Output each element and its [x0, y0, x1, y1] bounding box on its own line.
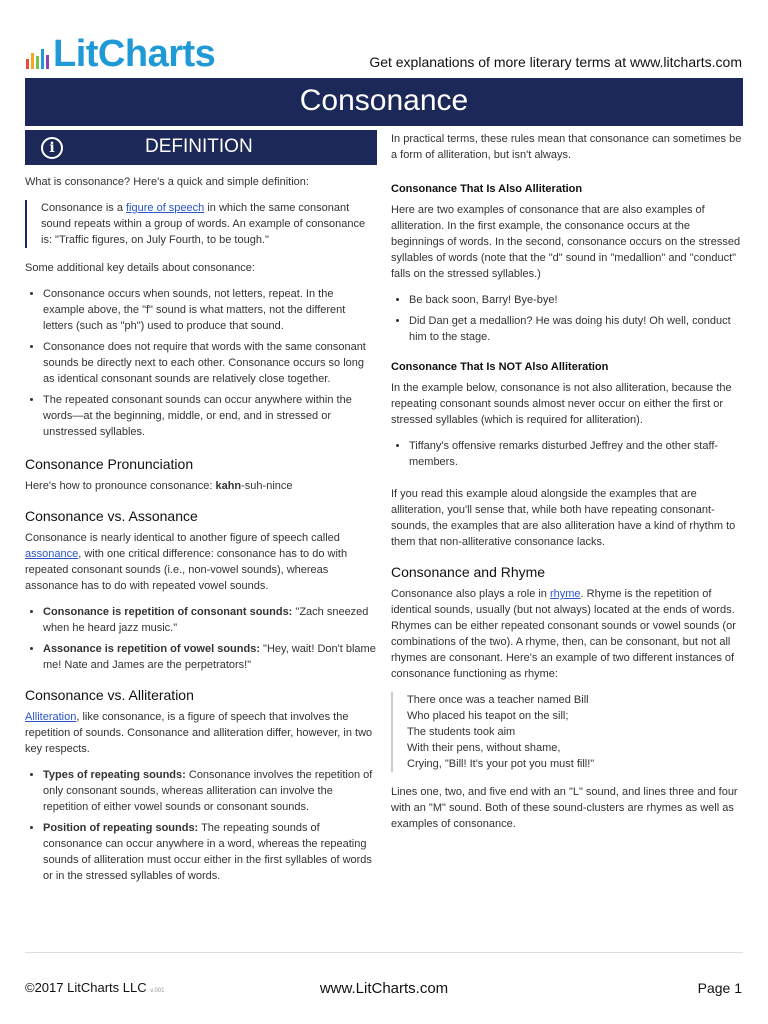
poem-line: Crying, "Bill! It's your pot you must fill!" — [407, 758, 595, 770]
page-title: Consonance — [25, 78, 743, 126]
subheading-not-alliteration: Consonance That Is NOT Also Alliteration — [391, 361, 609, 373]
rhyme-text: Consonance also plays a role in rhyme. Rhyme is the repetition of identical sounds, usually (but not always) located at the ends of words. Rhymes can be either repeated consonant sounds or vowel sounds (or combinations of the two). A rhyme, then, can be consonant, but not all rhymes are consonant. Here's an example of two different instances of consonance functioning as rhyme: — [391, 588, 736, 680]
definition-bar — [25, 130, 377, 165]
assonance-text: Consonance is nearly identical to another figure of speech called assonance, with one critical difference: consonance has to do with repeated consonant sounds (i.e., non-vowel sounds), whereas assonance has to do with repeated vowel sounds. — [25, 532, 348, 592]
pronunciation-text: Here's how to pronounce consonance: kahn-suh-nince — [25, 480, 293, 492]
list-item: • Tiffany's offensive remarks disturbed Jeffrey and the other staff-members. — [409, 438, 743, 470]
definition-label: DEFINITION — [145, 136, 253, 157]
footer-copyright: ©2017 LitCharts LLC v.001 — [25, 980, 165, 995]
list-item: • Did Dan get a medallion? He was doing his duty! Oh well, conduct him to the stage. — [409, 313, 743, 345]
footer-site-link[interactable]: www.LitCharts.com — [319, 980, 449, 997]
logo-bars-icon — [26, 45, 49, 74]
details-intro: Some additional key details about consonance: — [25, 262, 255, 274]
intro-text: What is consonance? Here's a quick and simple definition: — [25, 176, 309, 188]
alliteration-list — [25, 767, 377, 884]
not-list — [391, 438, 743, 470]
definition-quote — [25, 200, 377, 248]
section-heading-rhyme: Consonance and Rhyme — [391, 564, 546, 580]
alliteration-link[interactable]: Alliteration — [25, 711, 77, 723]
poem-line: With their pens, without shame, — [407, 742, 561, 754]
subheading-also-alliteration: Consonance That Is Also Alliteration — [391, 183, 583, 195]
quote-pre: Consonance is a — [41, 202, 126, 214]
rhyme-link[interactable]: rhyme — [549, 588, 581, 600]
info-icon: i — [41, 137, 63, 159]
aloud-text: If you read this example aloud alongside the examples that are alliteration, you'll sense that, while both have repeating consonant-sounds, the examples that are also alliteration have a kind of rhythm to them that non-alliterative consonance lacks. — [391, 488, 736, 548]
figure-of-speech-link[interactable]: figure of speech — [126, 202, 205, 214]
list-item: • Types of repeating sounds: Consonance involves the repetition of only consonant sounds, whereas alliteration can involve the repetition of either vowel sounds or consonant sounds. — [43, 767, 377, 815]
quote-post: in which the same consonant sound repeats within a group of words. An example of consonance is: "Traffic figures, on July Fourth, to be tough." — [41, 202, 366, 246]
list-item: • Consonance is repetition of consonant sounds: "Zach sneezed when he heard jazz music." — [43, 604, 377, 636]
list-item: • Position of repeating sounds: The repeating sounds of consonance can occur anywhere in a word, whereas the repeating sounds of alliteration must occur either in the first syllables of words or in the stressed syllables of words. — [43, 820, 377, 884]
details-list — [25, 286, 377, 440]
right-column — [391, 131, 743, 842]
right-intro: In practical terms, these rules mean that consonance can sometimes be a form of alliteration, but isn't always. — [391, 133, 742, 161]
list-item: • Be back soon, Barry! Bye-bye! — [409, 292, 743, 308]
section-heading-assonance: Consonance vs. Assonance — [25, 508, 198, 524]
alliteration-text: Alliteration, like consonance, is a figure of speech that involves the repetition of sounds. Consonance and alliteration differ, however, in two key respects. — [25, 711, 373, 755]
assonance-link[interactable]: assonance — [25, 548, 79, 560]
logo-text: LitCharts — [53, 33, 216, 75]
poem-line: There once was a teacher named Bill — [407, 694, 589, 706]
poem-line: The students took aim — [407, 726, 516, 738]
footer-page-number: Page 1 — [697, 980, 742, 996]
also-list — [391, 292, 743, 345]
final-text: Lines one, two, and five end with an "L" sound, and lines three and four with an "M" sound. Both of these sound-clusters are rhymes as well as examples of consonance. — [391, 786, 738, 830]
footer-divider — [25, 952, 743, 953]
footer-version: v.001 — [150, 988, 165, 994]
left-column — [25, 174, 377, 894]
list-item: • Assonance is repetition of vowel sounds: "Hey, wait! Don't blame me! Nate and James are the perpetrators!" — [43, 641, 377, 673]
assonance-list — [25, 604, 377, 673]
rhyme-poem — [391, 692, 743, 772]
header-tagline: Get explanations of more literary terms at www.litcharts.com — [369, 54, 742, 70]
litcharts-logo[interactable] — [26, 34, 215, 74]
list-item: • Consonance occurs when sounds, not letters, repeat. In the example above, the "f" sound is what matters, not the different letters (such as "ph") used to produce that sound. — [43, 286, 377, 334]
also-text: Here are two examples of consonance that are also examples of alliteration. In the first example, the consonance occurs at the beginnings of words. In the second, consonance occurs on the stressed syllables of words (note that the "d" sound in "medallion" and "conduct" falls on the stressed syllables.) — [391, 204, 741, 280]
list-item: • Consonance does not require that words with the same consonant sounds be directly next to each other. Consonance occurs so long as identical consonant sounds are relatively close together. — [43, 339, 377, 387]
section-heading-pronunciation: Consonance Pronunciation — [25, 456, 194, 472]
section-heading-alliteration: Consonance vs. Alliteration — [25, 687, 194, 703]
poem-line: Who placed his teapot on the sill; — [407, 710, 569, 722]
not-text: In the example below, consonance is not also alliteration, because the repeating consonant sounds almost never occur on either the first or stressed syllables (which is required for alliteration). — [391, 382, 732, 426]
list-item: • The repeated consonant sounds can occur anywhere within the words—at the beginning, middle, or end, and in stressed or unstressed syllables. — [43, 392, 377, 440]
